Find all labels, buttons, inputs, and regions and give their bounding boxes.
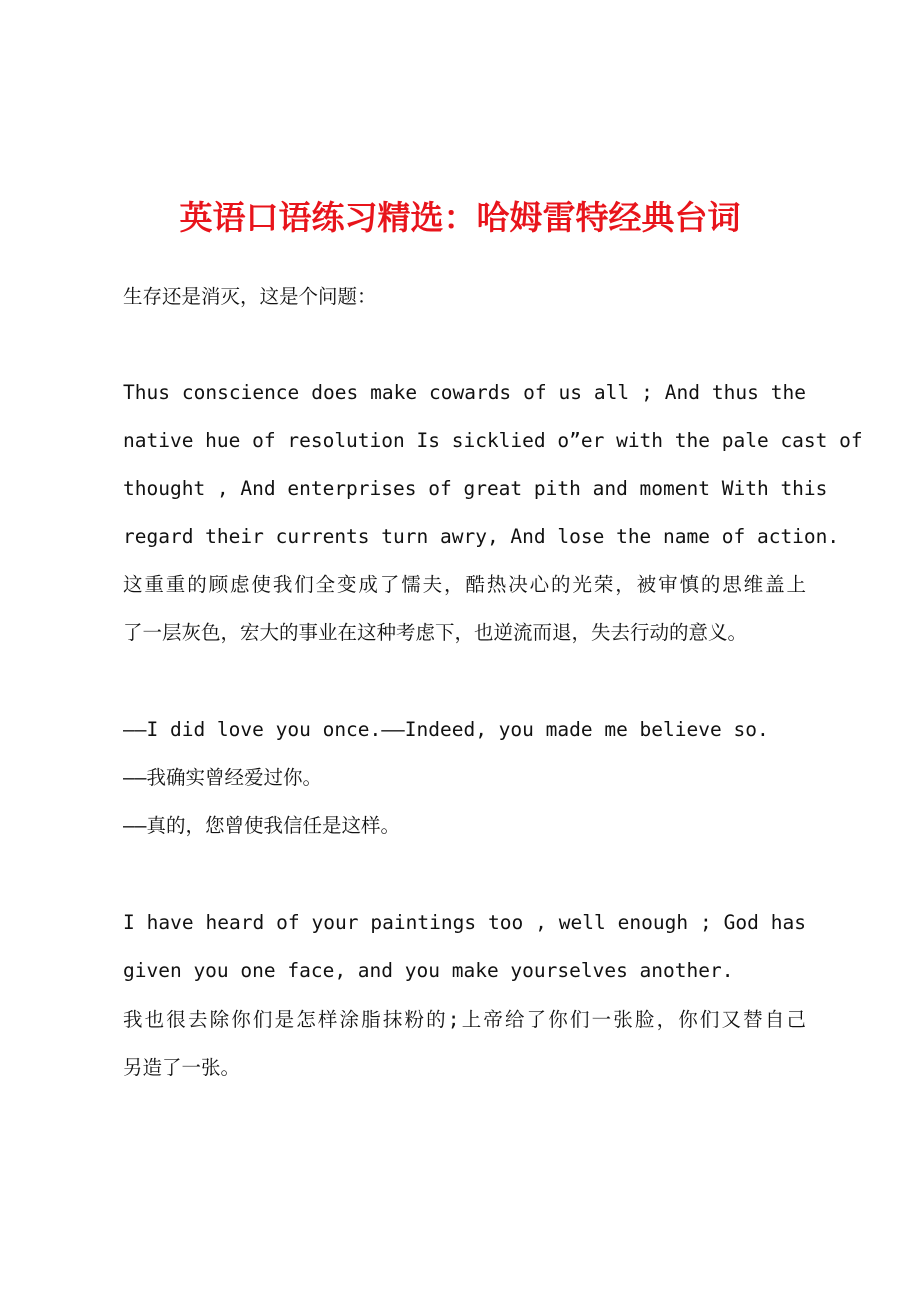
page-title: 英语口语练习精选：哈姆雷特经典台词 xyxy=(179,198,741,237)
passage1-english-line-4: regard their currents turn awry, And lose the name of action. xyxy=(123,525,840,548)
passage2-chinese-line-2: ——真的，您曾使我信任是这样。 xyxy=(123,814,400,837)
passage2-chinese-line-1: ——我确实曾经爱过你。 xyxy=(123,766,322,789)
passage1-chinese-line-1: 这重重的顾虑使我们全变成了懦夫，酷热决心的光荣，被审慎的思维盖上 xyxy=(123,573,806,596)
passage1-english-line-3: thought , And enterprises of great pith and moment With this xyxy=(123,477,828,500)
passage3-english-line-1: I have heard of your paintings too , well enough ; God has xyxy=(123,911,806,934)
passage3-english-line-2: given you one face, and you make yourselves another. xyxy=(123,959,734,982)
intro-line: 生存还是消灭，这是个问题： xyxy=(123,285,377,308)
passage3-chinese-line-2: 另造了一张。 xyxy=(123,1056,241,1079)
passage1-chinese-line-2: 了一层灰色，宏大的事业在这种考虑下，也逆流而退，失去行动的意义。 xyxy=(123,621,748,644)
passage1-english-line-2: native hue of resolution Is sicklied o”er with the pale cast of xyxy=(123,429,863,452)
passage1-english-line-1: Thus conscience does make cowards of us all ; And thus the xyxy=(123,381,806,404)
passage2-english-line: ——I did love you once.——Indeed, you made me believe so. xyxy=(123,718,769,741)
passage3-chinese-line-1: 我也很去除你们是怎样涂脂抹粉的;上帝给了你们一张脸，你们又替自己 xyxy=(123,1008,806,1031)
